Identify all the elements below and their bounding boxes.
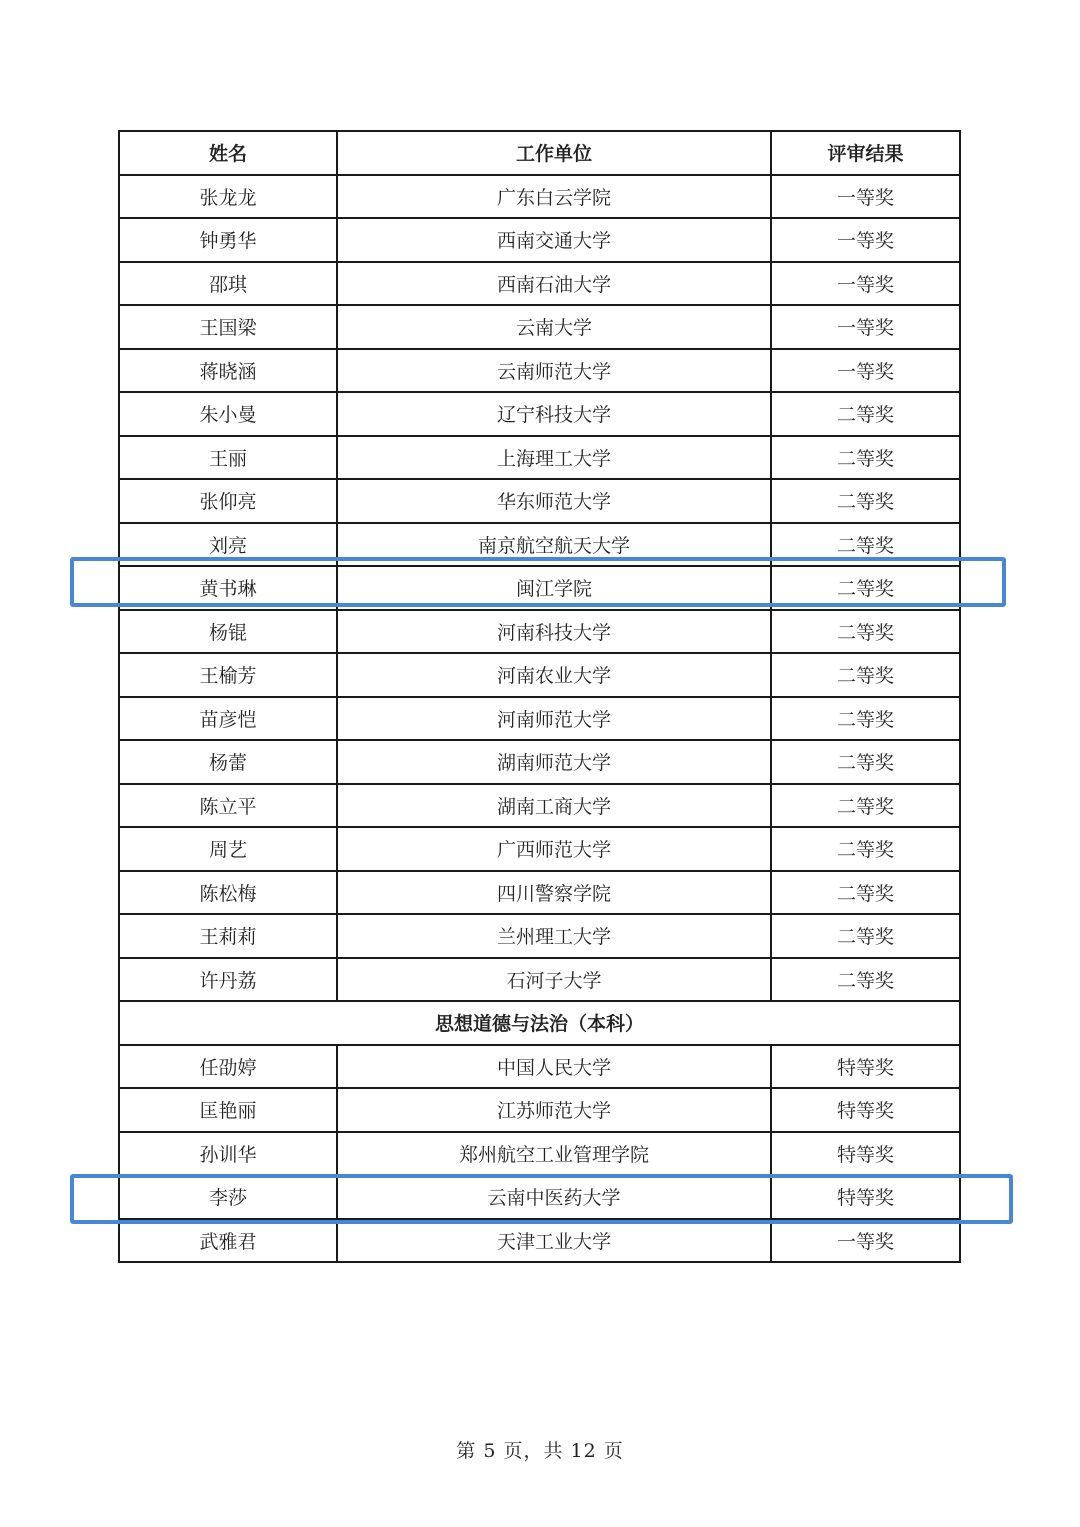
cell-name: 任劭婷	[119, 1045, 337, 1089]
cell-result: 一等奖	[771, 218, 960, 262]
cell-name: 张仰亮	[119, 479, 337, 523]
table-row	[119, 1132, 960, 1176]
header-unit: 工作单位	[337, 131, 771, 175]
table-row	[119, 740, 960, 784]
table-header-row	[119, 131, 960, 175]
table-row	[119, 958, 960, 1002]
cell-result: 二等奖	[771, 610, 960, 654]
cell-result: 二等奖	[771, 697, 960, 741]
cell-result: 一等奖	[771, 349, 960, 393]
section-header-row	[119, 1001, 960, 1045]
cell-unit: 西南石油大学	[337, 262, 771, 306]
cell-result: 二等奖	[771, 871, 960, 915]
section-title: 思想道德与法治（本科）	[119, 1001, 960, 1045]
table-row	[119, 1219, 960, 1263]
cell-result: 二等奖	[771, 392, 960, 436]
cell-unit: 华东师范大学	[337, 479, 771, 523]
cell-name: 许丹荔	[119, 958, 337, 1002]
cell-result: 特等奖	[771, 1045, 960, 1089]
cell-result: 一等奖	[771, 1219, 960, 1263]
cell-unit: 石河子大学	[337, 958, 771, 1002]
table-row	[119, 784, 960, 828]
cell-result: 一等奖	[771, 262, 960, 306]
cell-result: 特等奖	[771, 1132, 960, 1176]
table-row	[119, 697, 960, 741]
cell-unit: 江苏师范大学	[337, 1088, 771, 1132]
results-table	[118, 130, 961, 1263]
cell-unit: 上海理工大学	[337, 436, 771, 480]
cell-name: 王国梁	[119, 305, 337, 349]
table-row	[119, 871, 960, 915]
table-row	[119, 218, 960, 262]
cell-name: 张龙龙	[119, 175, 337, 219]
cell-unit: 云南师范大学	[337, 349, 771, 393]
cell-unit: 西南交通大学	[337, 218, 771, 262]
cell-unit: 中国人民大学	[337, 1045, 771, 1089]
cell-unit: 兰州理工大学	[337, 914, 771, 958]
cell-unit: 河南农业大学	[337, 653, 771, 697]
table-row	[119, 827, 960, 871]
cell-unit: 湖南师范大学	[337, 740, 771, 784]
page-number-footer: 第 5 页，共 12 页	[456, 1440, 624, 1462]
cell-name: 朱小曼	[119, 392, 337, 436]
table-row	[119, 349, 960, 393]
table-row	[119, 566, 960, 610]
cell-name: 周艺	[119, 827, 337, 871]
cell-name: 王榆芳	[119, 653, 337, 697]
cell-name: 陈立平	[119, 784, 337, 828]
table-row	[119, 436, 960, 480]
cell-name: 李莎	[119, 1175, 337, 1219]
table-row	[119, 262, 960, 306]
cell-name: 杨锟	[119, 610, 337, 654]
cell-result: 二等奖	[771, 436, 960, 480]
cell-result: 特等奖	[771, 1088, 960, 1132]
table-row	[119, 610, 960, 654]
cell-unit: 郑州航空工业管理学院	[337, 1132, 771, 1176]
cell-name: 黄书琳	[119, 566, 337, 610]
cell-name: 苗彦恺	[119, 697, 337, 741]
cell-unit: 南京航空航天大学	[337, 523, 771, 567]
cell-result: 二等奖	[771, 523, 960, 567]
cell-name: 匡艳丽	[119, 1088, 337, 1132]
cell-name: 杨蕾	[119, 740, 337, 784]
cell-result: 二等奖	[771, 479, 960, 523]
table-row-highlighted	[119, 1088, 960, 1132]
cell-result: 二等奖	[771, 653, 960, 697]
cell-result: 二等奖	[771, 958, 960, 1002]
table-row	[119, 1175, 960, 1219]
cell-unit: 天津工业大学	[337, 1219, 771, 1263]
cell-unit: 广西师范大学	[337, 827, 771, 871]
cell-name: 钟勇华	[119, 218, 337, 262]
cell-unit: 辽宁科技大学	[337, 392, 771, 436]
cell-name: 孙训华	[119, 1132, 337, 1176]
cell-unit: 四川警察学院	[337, 871, 771, 915]
table-row-highlighted	[119, 523, 960, 567]
table-row	[119, 1045, 960, 1089]
cell-unit: 闽江学院	[337, 566, 771, 610]
cell-unit: 湖南工商大学	[337, 784, 771, 828]
table-row	[119, 175, 960, 219]
cell-result: 一等奖	[771, 305, 960, 349]
cell-unit: 河南科技大学	[337, 610, 771, 654]
table-row	[119, 392, 960, 436]
header-name: 姓名	[119, 131, 337, 175]
cell-result: 特等奖	[771, 1175, 960, 1219]
cell-result: 一等奖	[771, 175, 960, 219]
cell-result: 二等奖	[771, 566, 960, 610]
cell-name: 邵琪	[119, 262, 337, 306]
cell-result: 二等奖	[771, 914, 960, 958]
cell-result: 二等奖	[771, 827, 960, 871]
cell-result: 二等奖	[771, 740, 960, 784]
table-row	[119, 653, 960, 697]
cell-result: 二等奖	[771, 784, 960, 828]
header-result: 评审结果	[771, 131, 960, 175]
cell-name: 蒋晓涵	[119, 349, 337, 393]
cell-unit: 河南师范大学	[337, 697, 771, 741]
cell-unit: 云南大学	[337, 305, 771, 349]
cell-name: 王丽	[119, 436, 337, 480]
cell-unit: 云南中医药大学	[337, 1175, 771, 1219]
cell-unit: 广东白云学院	[337, 175, 771, 219]
table-row	[119, 914, 960, 958]
table-row	[119, 479, 960, 523]
cell-name: 武雅君	[119, 1219, 337, 1263]
cell-name: 王莉莉	[119, 914, 337, 958]
cell-name: 陈松梅	[119, 871, 337, 915]
cell-name: 刘亮	[119, 523, 337, 567]
table-row	[119, 305, 960, 349]
